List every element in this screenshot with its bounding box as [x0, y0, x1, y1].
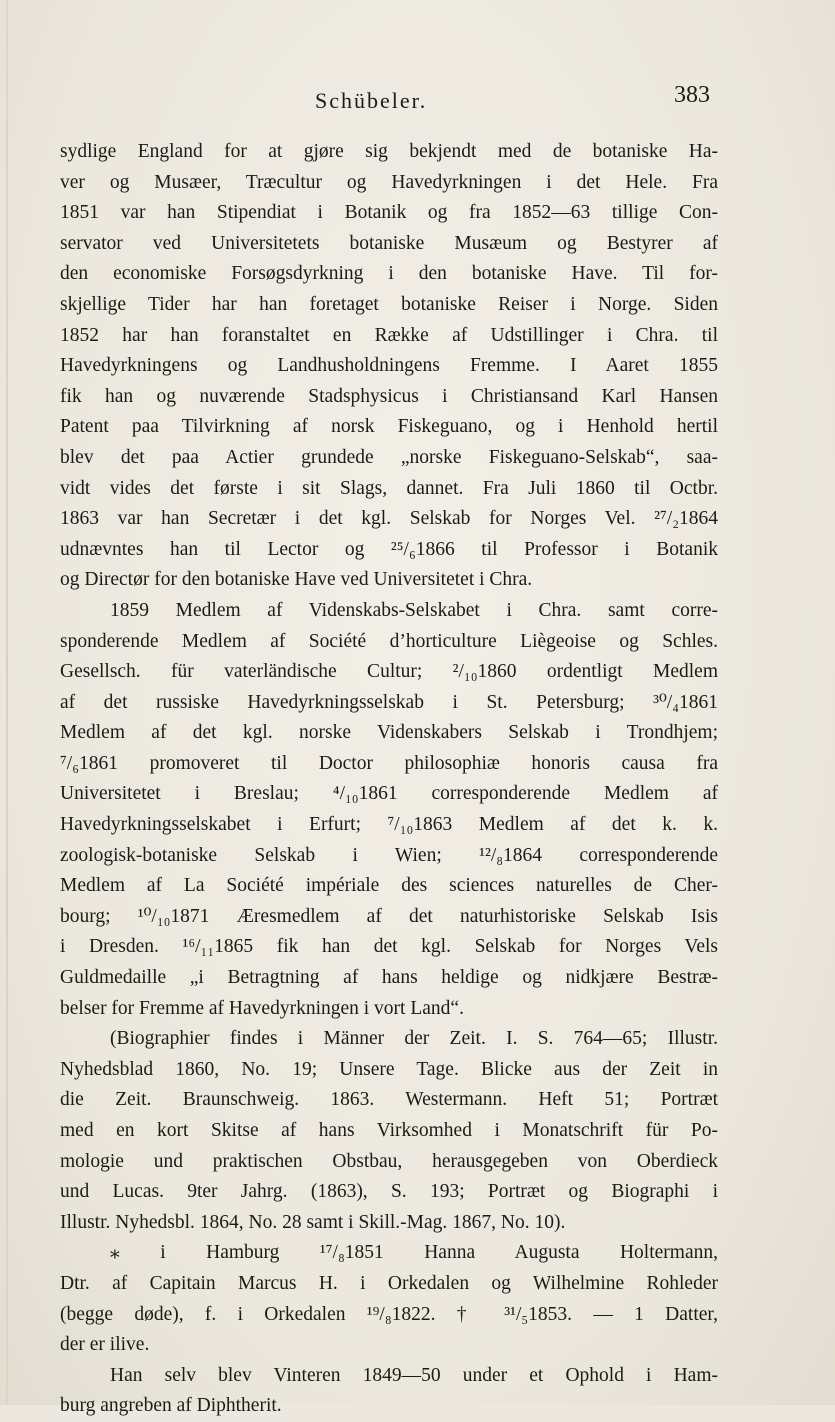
- text-line: (begge døde), f. i Orkedalen ¹⁹/₈1822. † ³¹/₅1853. — 1 Datter,: [60, 1303, 718, 1325]
- running-title: Schübeler.: [315, 88, 428, 113]
- text-line: Gesellsch. für vaterländische Cultur; ²/₁₀1860 ordentligt Medlem: [60, 661, 718, 683]
- text-line: mologie und praktischen Obstbau, herausgegeben von Oberdieck: [60, 1150, 718, 1172]
- text-line: 1852 har han foranstaltet en Række af Udstillinger i Chra. til: [60, 324, 718, 346]
- text-line: af det russiske Havedyrkningsselskab i St. Petersburg; ³⁰/₄1861: [60, 691, 718, 713]
- text-line: 1851 var han Stipendiat i Botanik og fra 1852—63 tillige Con-: [60, 202, 718, 224]
- text-line: udnævntes han til Lector og ²⁵/₆1866 til Professor i Botanik: [60, 538, 718, 560]
- text-line: Illustr. Nyhedsbl. 1864, No. 28 samt i Skill.-Mag. 1867, No. 10).: [60, 1211, 566, 1233]
- text-line: den economiske Forsøgsdyrkning i den botaniske Have. Til for-: [60, 263, 718, 285]
- text-line: die Zeit. Braunschweig. 1863. Westermann. Heft 51; Portræt: [60, 1089, 718, 1111]
- text-line: i Dresden. ¹⁶/₁₁1865 fik han det kgl. Selskab for Norges Vels: [60, 936, 718, 958]
- text-line: und Lucas. 9ter Jahrg. (1863), S. 193; Portræt og Biographi i: [60, 1181, 718, 1203]
- text-line: blev det paa Actier grundede „norske Fiskeguano-Selskab“, saa-: [60, 446, 718, 468]
- text-line: Havedyrkningens og Landhusholdningens Fremme. I Aaret 1855: [60, 355, 718, 377]
- text-line: og Directør for den botaniske Have ved Universitetet i Chra.: [60, 569, 533, 591]
- text-line: skjellige Tider har han foretaget botaniske Reiser i Norge. Siden: [60, 293, 718, 315]
- page-edge-shadow: [6, 0, 8, 1405]
- text-line: Nyhedsblad 1860, No. 19; Unsere Tage. Blicke aus der Zeit in: [60, 1058, 718, 1080]
- text-line: ver og Musæer, Træcultur og Havedyrkningen i det Hele. Fra: [60, 171, 718, 193]
- page-number: 383: [674, 82, 710, 108]
- text-line: bourg; ¹⁰/₁₀1871 Æresmedlem af det naturhistoriske Selskab Isis: [60, 905, 718, 927]
- text-line: ⁷/₆1861 promoveret til Doctor philosophiæ honoris causa fra: [60, 752, 718, 774]
- text-line: 1863 var han Secretær i det kgl. Selskab for Norges Vel. ²⁷/₂1864: [60, 508, 718, 530]
- text-line: Universitetet i Breslau; ⁴/₁₀1861 corresponderende Medlem af: [60, 783, 718, 805]
- text-line: sponderende Medlem af Société d’horticulture Liègeoise og Schles.: [60, 630, 718, 652]
- text-line: 1859 Medlem af Videnskabs-Selskabet i Chra. samt corre-: [110, 599, 718, 621]
- text-line: der er ilive.: [60, 1334, 150, 1356]
- text-line: vidt vides det første i sit Slags, dannet. Fra Juli 1860 til Octbr.: [60, 477, 718, 499]
- text-line: Havedyrkningsselskabet i Erfurt; ⁷/₁₀1863 Medlem af det k. k.: [60, 814, 718, 836]
- text-line: Guldmedaille „i Betragtning af hans heldige og nidkjære Bestræ-: [60, 967, 718, 989]
- text-line: sydlige England for at gjøre sig bekjendt med de botaniske Ha-: [60, 141, 718, 162]
- text-line: med en kort Skitse af hans Virksomhed i Monatschrift für Po-: [60, 1120, 718, 1141]
- text-line: zoologisk-botaniske Selskab i Wien; ¹²/₈1864 corresponderende: [60, 844, 718, 866]
- body-text: [60, 137, 718, 1422]
- text-line: burg angreben af Diphtherit.: [60, 1395, 282, 1417]
- text-line: belser for Fremme af Havedyrkningen i vort Land“.: [60, 997, 464, 1019]
- text-line: Medlem af det kgl. norske Videnskabers Selskab i Trondhjem;: [60, 722, 718, 744]
- text-line: Medlem af La Société impériale des sciences naturelles de Cher-: [60, 875, 718, 897]
- text-line: ⁎ i Hamburg ¹⁷/₈1851 Hanna Augusta Holtermann,: [110, 1242, 718, 1264]
- running-header: [60, 82, 710, 118]
- text-line: (Biographier findes i Männer der Zeit. I. S. 764—65; Illustr.: [110, 1028, 718, 1050]
- text-line: Han selv blev Vinteren 1849—50 under et Ophold i Ham-: [110, 1364, 718, 1386]
- text-line: Dtr. af Capitain Marcus H. i Orkedalen og Wilhelmine Rohleder: [60, 1272, 718, 1294]
- text-line: servator ved Universitetets botaniske Musæum og Bestyrer af: [60, 232, 718, 254]
- text-line: fik han og nuværende Stadsphysicus i Christiansand Karl Hansen: [60, 385, 718, 407]
- text-line: Patent paa Tilvirkning af norsk Fiskeguano, og i Henhold hertil: [60, 416, 718, 438]
